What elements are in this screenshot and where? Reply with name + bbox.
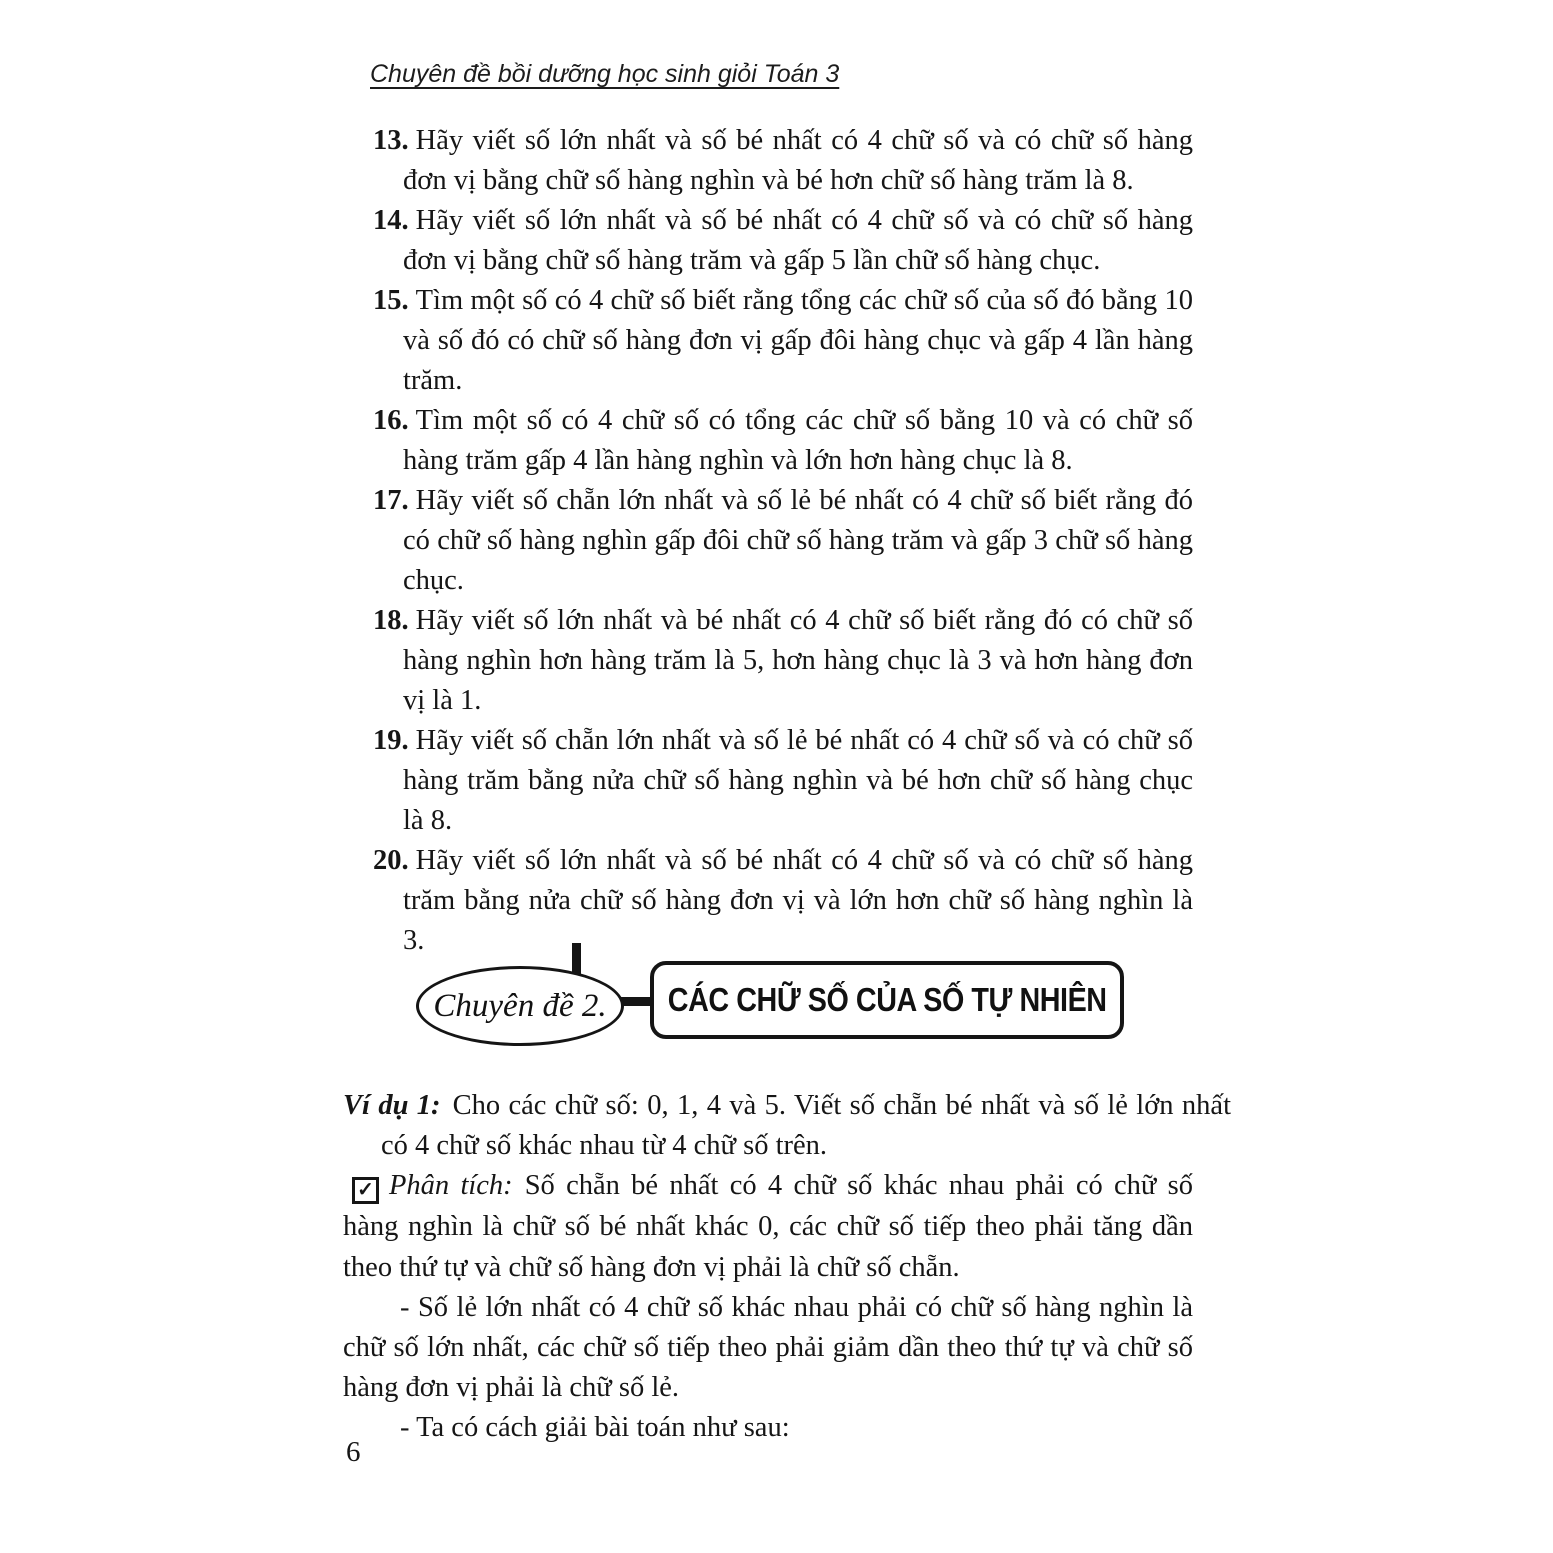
problem-number: 19. bbox=[373, 725, 409, 756]
page-number: 6 bbox=[346, 1436, 361, 1468]
problem-item-14 bbox=[373, 201, 1193, 281]
problem-number: 14. bbox=[373, 205, 409, 236]
section-title: CÁC CHỮ SỐ CỦA SỐ TỰ NHIÊN bbox=[667, 981, 1107, 1018]
problem-text: Hãy viết số lớn nhất và bé nhất có 4 chữ số biết rằng đó có chữ số hàng nghìn hơn hàng trăm là 5, hơn hàng chục là 3 và hơn hàng đơn vị là 1. bbox=[403, 605, 1193, 716]
analysis-text: Số chẵn bé nhất có 4 chữ số khác nhau phải có chữ số hàng nghìn là chữ số bé nhất khác 0, các chữ số tiếp theo phải tăng dần theo thứ tự và chữ số hàng đơn vị phải là chữ số chẵn. bbox=[343, 1170, 1194, 1283]
problem-text: Tìm một số có 4 chữ số biết rằng tổng các chữ số của số đó bằng 10 và số đó có chữ số hàng đơn vị gấp đôi hàng chục và gấp 4 lần hàng trăm. bbox=[403, 285, 1193, 396]
problem-text: Hãy viết số lớn nhất và số bé nhất có 4 chữ số và có chữ số hàng đơn vị bằng chữ số hàng trăm và gấp 5 lần chữ số hàng chục. bbox=[403, 205, 1193, 276]
section-badge-ellipse bbox=[416, 966, 624, 1046]
checked-checkbox-icon: ✓ bbox=[352, 1177, 379, 1204]
section-title-box bbox=[650, 961, 1124, 1039]
problem-text: Hãy viết số lớn nhất và số bé nhất có 4 chữ số và có chữ số hàng đơn vị bằng chữ số hàng nghìn và bé hơn chữ số hàng trăm là 8. bbox=[403, 125, 1193, 196]
problem-item-13 bbox=[373, 121, 1193, 201]
problem-text: Hãy viết số lớn nhất và số bé nhất có 4 chữ số và có chữ số hàng trăm bằng nửa chữ số hàng đơn vị và lớn hơn chữ số hàng nghìn là 3. bbox=[403, 845, 1193, 956]
problem-number: 16. bbox=[373, 405, 409, 436]
running-header: Chuyên đề bồi dưỡng học sinh giỏi Toán 3 bbox=[370, 60, 840, 88]
problem-text: Hãy viết số chẵn lớn nhất và số lẻ bé nhất có 4 chữ số biết rằng đó có chữ số hàng nghìn gấp đôi chữ số hàng trăm và gấp 3 chữ số hàng chục. bbox=[403, 485, 1193, 596]
problem-item-18 bbox=[373, 601, 1193, 721]
problem-number: 13. bbox=[373, 125, 409, 156]
problem-item-20 bbox=[373, 841, 1193, 961]
problem-number: 20. bbox=[373, 845, 409, 876]
problem-number: 18. bbox=[373, 605, 409, 636]
problem-item-19 bbox=[373, 721, 1193, 841]
problem-item-15 bbox=[373, 281, 1193, 401]
problem-text: Tìm một số có 4 chữ số có tổng các chữ số bằng 10 và có chữ số hàng trăm gấp 4 lần hàng nghìn và lớn hơn hàng chục là 8. bbox=[403, 405, 1193, 476]
body-paragraph: - Số lẻ lớn nhất có 4 chữ số khác nhau phải có chữ số hàng nghìn là chữ số lớn nhất, các chữ số tiếp theo phải giảm dần theo thứ tự và chữ số hàng đơn vị phải là chữ số lẻ. bbox=[343, 1292, 1193, 1403]
problem-item-16 bbox=[373, 401, 1193, 481]
problem-item-17 bbox=[373, 481, 1193, 601]
analysis-paragraph bbox=[343, 1165, 1193, 1288]
example-label: Ví dụ 1: bbox=[343, 1090, 441, 1121]
badge-tick-line bbox=[572, 943, 581, 975]
analysis-label: Phân tích: bbox=[389, 1170, 513, 1201]
problem-number: 15. bbox=[373, 285, 409, 316]
problem-list bbox=[373, 121, 1193, 961]
problem-number: 17. bbox=[373, 485, 409, 516]
example-text: Cho các chữ số: 0, 1, 4 và 5. Viết số chẵn bé nhất và số lẻ lớn nhất có 4 chữ số khác nhau từ 4 chữ số trên. bbox=[381, 1090, 1231, 1161]
body-paragraph: - Ta có cách giải bài toán như sau: bbox=[400, 1412, 790, 1443]
problem-text: Hãy viết số chẵn lớn nhất và số lẻ bé nhất có 4 chữ số và có chữ số hàng trăm bằng nửa chữ số hàng nghìn và bé hơn chữ số hàng chục là 8. bbox=[403, 725, 1193, 836]
section-badge-label: Chuyên đề 2. bbox=[433, 987, 607, 1024]
example-paragraph bbox=[343, 1086, 1231, 1166]
